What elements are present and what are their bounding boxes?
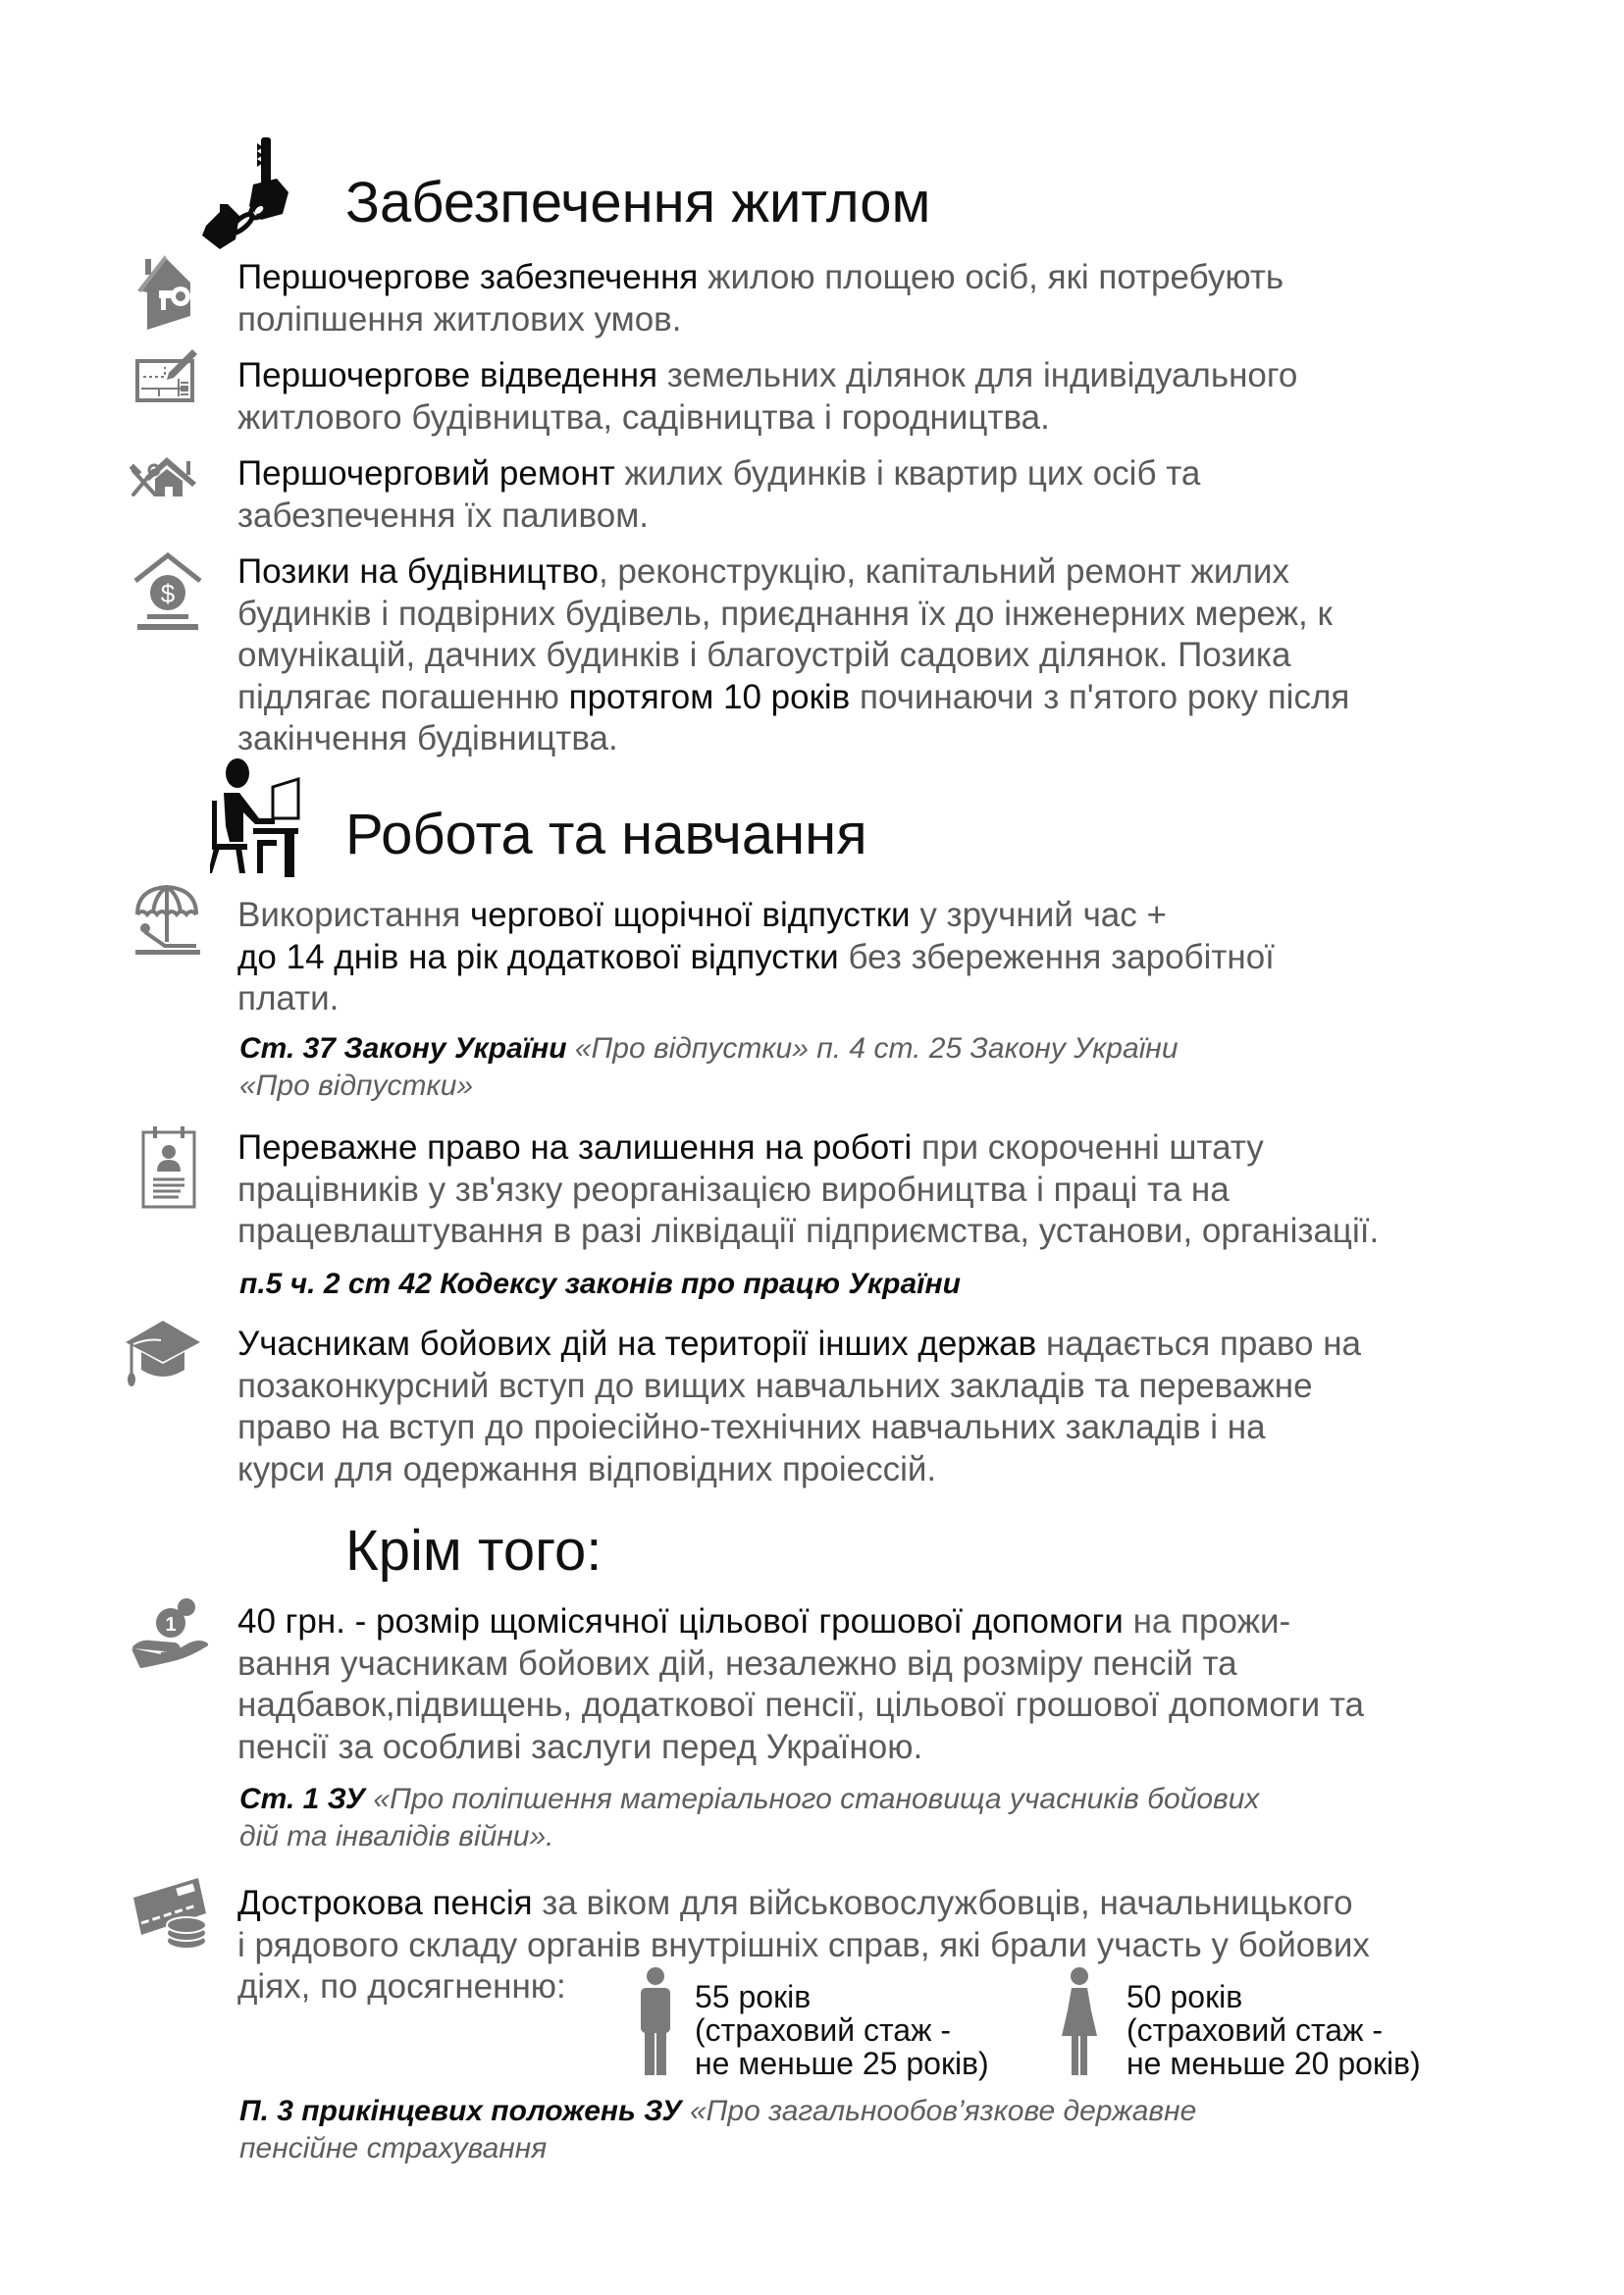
- item-priority-land: [237, 355, 1592, 439]
- item-monthly-aid: [237, 1601, 1592, 1768]
- text-line: [237, 496, 1592, 538]
- house-with-key-icon: [135, 253, 196, 334]
- emphasis-text: П. 3 прикінцевих положень ЗУ: [239, 2095, 682, 2127]
- item-education-admission: [237, 1324, 1592, 1490]
- body-text: забезпечення їх паливом.: [237, 496, 649, 535]
- body-text: омунікацій, дачних будинків і благоустрій садових ділянок. Позика: [237, 636, 1291, 675]
- text-line: [239, 2130, 1515, 2167]
- section-title-work: Робота та навчання: [345, 803, 867, 866]
- body-text: при скороченні штату: [912, 1128, 1264, 1167]
- body-text: на прожи-: [1123, 1602, 1291, 1641]
- graduation-cap-icon: [124, 1319, 202, 1389]
- body-text: підлягає погашенню: [237, 677, 569, 716]
- body-text: , реконструкцію, капітальний ремонт жилих: [598, 552, 1289, 591]
- text-line: [237, 1127, 1592, 1170]
- text-line: [237, 397, 1592, 440]
- text-line: [239, 1781, 1515, 1818]
- body-text: «Про відпустки»: [239, 1069, 474, 1102]
- emphasis-text: до 14 днів на рік додаткової відпустки: [237, 937, 839, 976]
- beach-umbrella-lounger-icon: [131, 885, 202, 956]
- keys-with-house-keychain-icon: [196, 130, 294, 249]
- citation-pension-insurance-law: [239, 2093, 1515, 2167]
- land-plan-with-pen-icon: [135, 345, 198, 402]
- text-line: [237, 355, 1592, 397]
- text-line: [237, 257, 1592, 299]
- text-line: [237, 1643, 1592, 1686]
- house-loan-dollar-icon: [131, 551, 204, 632]
- body-text: «Про поліпшення матеріального становища учасників бойових: [365, 1783, 1260, 1815]
- body-text: жилою площею осіб, які потребують: [698, 258, 1284, 296]
- emphasis-text: Ст. 37 Закону України: [239, 1032, 567, 1065]
- emphasis-text: чергової щорічної відпустки: [470, 896, 911, 934]
- man-figure-icon: [639, 1967, 672, 2075]
- body-text: працевлаштування в разі ліквідації підприємства, установи, організації.: [237, 1212, 1380, 1251]
- emphasis-text: Учасникам бойових дій на території інших держав: [237, 1325, 1037, 1363]
- body-text: земельних ділянок для індивідуального: [657, 356, 1298, 394]
- body-text: пенсійне страхування: [239, 2132, 548, 2165]
- emphasis-text: Першочергове відведення: [237, 356, 658, 394]
- emphasis-text: Ст. 1 ЗУ: [239, 1783, 366, 1815]
- body-text: позаконкурсний вступ до вищих навчальних закладів та переважне: [237, 1366, 1313, 1405]
- emphasis-text: Дострокова пенсія: [237, 1884, 533, 1922]
- text-line: [237, 1407, 1592, 1449]
- body-text: Використання: [237, 896, 471, 934]
- svg-text:$: $: [160, 579, 176, 608]
- body-text: житлового будівництва, садівництва і городництва.: [237, 397, 1050, 437]
- body-text: за віком для військовослужбовців, начальницького: [532, 1884, 1353, 1922]
- text-line: [237, 937, 1592, 979]
- text-line: [237, 551, 1592, 594]
- body-text: діях, по досягненню:: [237, 1967, 566, 2007]
- body-text: надбавок,підвищень, додаткової пенсії, цільової грошової допомоги та: [237, 1686, 1364, 1725]
- body-text: плати.: [237, 979, 340, 1018]
- body-text: без збереження заробітної: [838, 937, 1275, 976]
- body-text: дій та інвалідів війни».: [239, 1820, 554, 1852]
- age-women-stazh: (страховий стаж -: [1126, 2012, 1384, 2048]
- text-line: [239, 1068, 1515, 1105]
- body-text: і рядового складу органів внутрішніх справ, які брали участь у бойових: [237, 1925, 1370, 1964]
- text-line: [237, 1170, 1592, 1212]
- body-text: поліпшення житлових умов.: [237, 299, 682, 339]
- text-line: [239, 1030, 1515, 1068]
- section-title-besides: Крім того:: [345, 1519, 602, 1583]
- emphasis-text: Першочерговий ремонт: [237, 454, 615, 493]
- body-text: «Про загальнообов’язкове державне: [681, 2095, 1197, 2127]
- emphasis-text: 40 грн. - розмір щомісячної цільової грошової допомоги: [237, 1602, 1124, 1641]
- citation-labor-code: [239, 1266, 1515, 1303]
- text-line: [237, 453, 1592, 496]
- text-line: [239, 1266, 1515, 1303]
- text-line: [237, 635, 1592, 677]
- age-men-years: 55 років: [695, 1979, 812, 2014]
- item-priority-housing: [237, 257, 1592, 340]
- emphasis-text: Першочергове забезпечення: [237, 258, 699, 296]
- emphasis-text: п.5 ч. 2 ст 42 Кодексу законів про працю України: [239, 1268, 961, 1300]
- text-line: [237, 895, 1592, 937]
- item-annual-leave: [237, 895, 1592, 1020]
- body-text: пенсії за особливі заслуги перед Україною.: [237, 1727, 923, 1766]
- body-text: вання учасникам бойових дій, незалежно від розміру пенсій та: [237, 1643, 1237, 1683]
- citation-material-status-law: [239, 1781, 1515, 1855]
- body-text: «Про відпустки» п. 4 ст. 25 Закону України: [566, 1032, 1179, 1065]
- resume-document-icon: [139, 1124, 198, 1209]
- body-text: курси для одержання відповідних проіессій.: [237, 1449, 937, 1488]
- text-line: [237, 1727, 1592, 1769]
- text-line: [237, 1366, 1592, 1408]
- body-text: надається право на: [1036, 1325, 1362, 1363]
- body-text: починаючи з п'ятого року після: [850, 677, 1350, 716]
- house-repair-tools-icon: [128, 453, 200, 500]
- text-line: [237, 677, 1592, 719]
- emphasis-text: протягом 10 років: [568, 677, 851, 716]
- item-priority-repair: [237, 453, 1592, 537]
- text-line: [237, 1883, 1592, 1925]
- hand-with-coins-icon: [131, 1597, 210, 1672]
- body-text: жилих будинків і квартир цих осіб та: [614, 454, 1201, 493]
- age-men-min: не меньше 25 років): [695, 2046, 989, 2081]
- text-line: [237, 718, 1592, 760]
- text-line: [237, 1211, 1592, 1253]
- emphasis-text: Позики на будівництво: [237, 552, 599, 591]
- card-and-coins-icon: [131, 1876, 212, 1951]
- text-line: [237, 978, 1592, 1020]
- person-at-computer-desk-icon: [210, 757, 300, 877]
- age-women: [1126, 1980, 1421, 2080]
- item-construction-loans: [237, 551, 1592, 760]
- text-line: [239, 2093, 1515, 2130]
- svg-text:1: 1: [165, 1614, 177, 1636]
- text-line: [237, 299, 1592, 341]
- text-line: [237, 1685, 1592, 1727]
- age-women-min: не меньше 20 років): [1126, 2046, 1421, 2081]
- citation-leave-law: [239, 1030, 1515, 1105]
- text-line: [237, 594, 1592, 636]
- body-text: працівників у зв'язку реорганізацією виробництва і праці та на: [237, 1170, 1230, 1209]
- woman-figure-icon: [1062, 1967, 1097, 2075]
- text-line: [237, 1925, 1592, 1967]
- body-text: право на вступ до проіесійно-технічних навчальних закладів і на: [237, 1408, 1266, 1447]
- age-women-years: 50 років: [1126, 1979, 1243, 2014]
- age-men: [695, 1980, 989, 2080]
- emphasis-text: Переважне право на залишення на роботі: [237, 1128, 913, 1167]
- body-text: закінчення будівництва.: [237, 719, 618, 758]
- text-line: [239, 1818, 1515, 1855]
- body-text: у зручний час +: [910, 896, 1167, 934]
- item-job-retention: [237, 1127, 1592, 1253]
- section-title-housing: Забезпечення житлом: [345, 171, 931, 235]
- text-line: [237, 1601, 1592, 1643]
- text-line: [237, 1449, 1592, 1491]
- body-text: будинків і подвірних будівель, приєднання їх до інженерних мереж, к: [237, 594, 1333, 633]
- text-line: [237, 1324, 1592, 1366]
- age-men-stazh: (страховий стаж -: [695, 2012, 952, 2048]
